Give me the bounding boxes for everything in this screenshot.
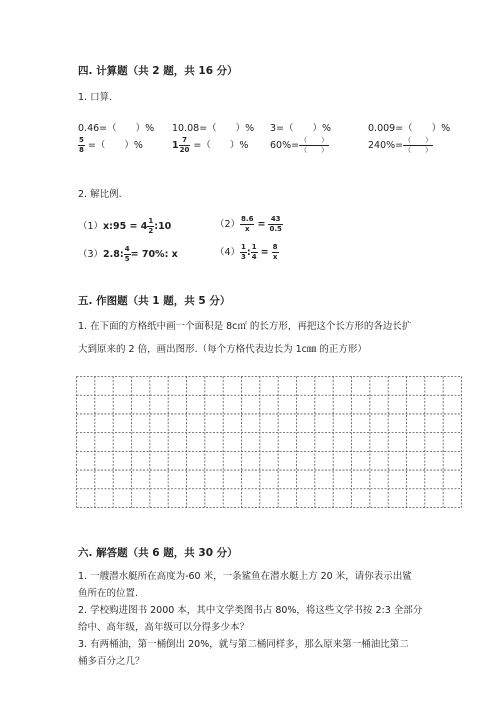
proportion-1: （1）x:95 = 4 $\frac{1}{2}$ :10	[78, 217, 172, 235]
grid-svg	[76, 376, 462, 508]
answer-q2-line1: 2. 学校购进图书 2000 本，其中文学类图书占 80%，将这些文学书按 2:3 全部分	[78, 605, 423, 616]
section-draw-title: 五. 作图题（共 1 题，共 5 分）	[78, 295, 231, 307]
section-answer-title: 六. 解答题（共 6 题，共 30 分）	[78, 547, 238, 559]
grid-paper[interactable]	[76, 376, 462, 508]
fraction: $\frac{1}{4}$	[251, 243, 257, 261]
proportion-2: （2） $\frac{8.6}{x}$ = $\frac{43}{0.5}$	[215, 215, 282, 233]
fraction: $\frac{43}{0.5}$	[269, 215, 282, 233]
fraction: $\frac{7}{20}$	[179, 136, 190, 154]
calc-item-4: 0.009=（ ）%	[368, 123, 451, 134]
q2-label: 2. 解比例.	[78, 189, 122, 200]
answer-q2-line2: 给中、高年级，高年级可以分得多少本？	[78, 622, 250, 633]
calc-item-5: $\frac{5}{8}$ =（ ）%	[79, 136, 143, 154]
blank-fraction: $\frac{( )}{( )}$	[404, 136, 433, 154]
answer-q3-line1: 3. 有两桶油，第一桶倒出 20%，就与第二桶同样多，那么原来第一桶油比第二	[78, 639, 409, 650]
calc-item-2: 10.08=（ ）%	[172, 123, 255, 134]
section-calc-title: 四. 计算题（共 2 题，共 16 分）	[78, 65, 238, 77]
fraction: $\frac{4}{5}$	[124, 245, 130, 263]
answer-q1-line1: 1. 一艘潜水艇所在高度为-60 米，一条鲨鱼在潜水艇上方 20 米，请你表示出鲨	[78, 571, 412, 582]
answer-q1-line2: 鱼所在的位置.	[78, 588, 139, 599]
fraction: $\frac{8}{x}$	[272, 243, 278, 261]
blank-fraction: $\frac{( )}{( )}$	[300, 136, 329, 154]
q1-label: 1. 口算.	[78, 92, 113, 103]
fraction: $\frac{1}{2}$	[148, 217, 154, 235]
calc-item-6: 1 $\frac{7}{20}$ =（ ）%	[172, 136, 249, 154]
calc-item-8: 240%= $\frac{( )}{( )}$	[368, 136, 433, 154]
fraction: $\frac{1}{3}$	[241, 243, 246, 261]
answer-q3-line2: 桶多百分之几？	[78, 656, 145, 667]
calc-item-1: 0.46=（ ）%	[78, 123, 155, 134]
fraction: $\frac{5}{8}$	[79, 136, 84, 154]
draw-q1-line2: 大到原来的 2 倍，画出图形.（每个方格代表边长为 1c㎜ 的正方形）	[78, 344, 367, 355]
calc-item-7: 60%= $\frac{( )}{( )}$	[270, 136, 329, 154]
proportion-3: （3）2.8: $\frac{4}{5}$ = 70%: x	[78, 245, 178, 263]
proportion-4: （4） $\frac{1}{3}$ : $\frac{1}{4}$ = $\frac{8}{x}$	[215, 243, 278, 261]
calc-item-3: 3=（ ）%	[270, 123, 332, 134]
fraction: $\frac{8.6}{x}$	[241, 215, 254, 233]
draw-q1-line1: 1. 在下面的方格纸中画一个面积是 8c㎡ 的长方形，再把这个长方形的各边长扩	[78, 321, 412, 332]
